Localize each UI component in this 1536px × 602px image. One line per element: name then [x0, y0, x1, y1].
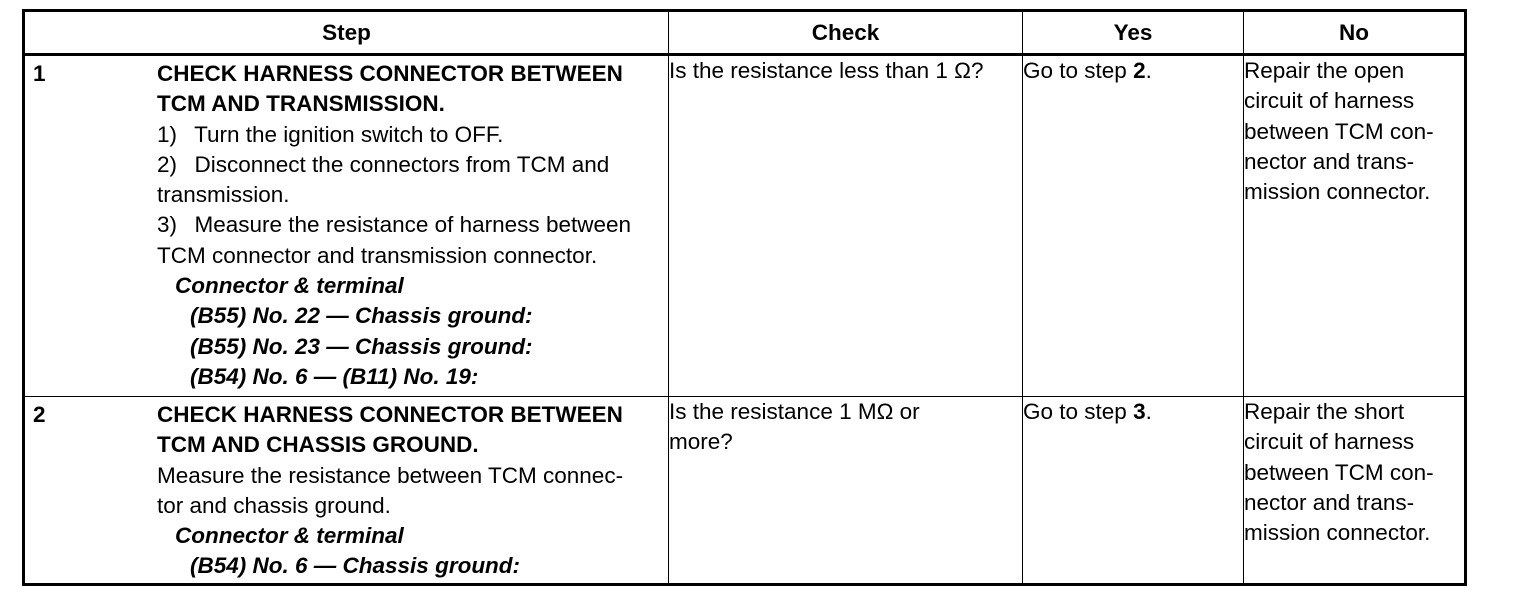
step-body — [157, 397, 668, 582]
check-line: Is the resistance 1 MΩ or — [669, 399, 920, 424]
step-cell — [24, 55, 669, 397]
step-body — [157, 56, 668, 392]
instruction-line: 1) Turn the ignition switch to OFF. — [157, 121, 504, 147]
yes-suffix: . — [1145, 399, 1152, 424]
yes-cell — [1023, 397, 1244, 585]
no-line: circuit of harness — [1244, 429, 1415, 455]
no-line: mission connector. — [1244, 520, 1431, 546]
header-no: No — [1244, 11, 1466, 55]
connector-item: (B54) No. 6 — Chassis ground: — [190, 553, 521, 579]
no-line: circuit of harness — [1244, 88, 1415, 114]
table-row — [24, 397, 1466, 585]
instruction-line: 2) Disconnect the connectors from TCM and — [157, 151, 610, 177]
no-line: between TCM con- — [1244, 118, 1434, 144]
no-cell — [1244, 397, 1466, 585]
no-line: between TCM con- — [1244, 459, 1434, 485]
no-cell — [1244, 55, 1466, 397]
header-yes: Yes — [1023, 11, 1244, 55]
step-number: 1 — [33, 61, 46, 86]
connector-item: (B55) No. 23 — Chassis ground: — [190, 333, 533, 359]
step-heading-line: CHECK HARNESS CONNECTOR BETWEEN — [157, 61, 623, 86]
yes-cell — [1023, 55, 1244, 397]
step-cell — [24, 397, 669, 585]
instruction-line: transmission. — [157, 182, 290, 208]
step-number: 2 — [33, 402, 46, 427]
check-line: more? — [669, 429, 733, 455]
check-line: Is the resistance less than 1 Ω? — [669, 58, 984, 83]
instruction-line: tor and chassis ground. — [157, 492, 391, 518]
step-heading-line: CHECK HARNESS CONNECTOR BETWEEN — [157, 402, 623, 427]
no-line: Repair the open — [1244, 58, 1405, 83]
header-row — [24, 11, 1466, 55]
yes-step-number: 3 — [1133, 399, 1146, 424]
connector-item: (B55) No. 22 — Chassis ground: — [190, 303, 533, 329]
no-line: nector and trans- — [1244, 489, 1415, 515]
check-cell — [669, 397, 1023, 585]
yes-step-number: 2 — [1133, 58, 1146, 83]
yes-suffix: . — [1145, 58, 1152, 83]
instruction-line: TCM connector and transmission connector. — [157, 242, 598, 268]
connector-title: Connector & terminal — [175, 523, 404, 549]
no-line: nector and trans- — [1244, 148, 1415, 174]
step-heading-line: TCM AND TRANSMISSION. — [157, 91, 445, 117]
table-row — [24, 55, 1466, 397]
header-check: Check — [669, 11, 1023, 55]
step-heading-line: TCM AND CHASSIS GROUND. — [157, 432, 479, 458]
check-cell — [669, 55, 1023, 397]
yes-prefix: Go to step — [1023, 399, 1134, 424]
instruction-line: 3) Measure the resistance of harness between — [157, 212, 632, 238]
yes-prefix: Go to step — [1023, 58, 1134, 83]
header-step: Step — [24, 11, 669, 55]
connector-title: Connector & terminal — [175, 273, 404, 299]
instruction-line: Measure the resistance between TCM connec- — [157, 462, 624, 488]
diagnostic-table — [22, 9, 1467, 586]
no-line: mission connector. — [1244, 179, 1431, 205]
connector-item: (B54) No. 6 — (B11) No. 19: — [190, 363, 479, 389]
no-line: Repair the short — [1244, 399, 1405, 424]
